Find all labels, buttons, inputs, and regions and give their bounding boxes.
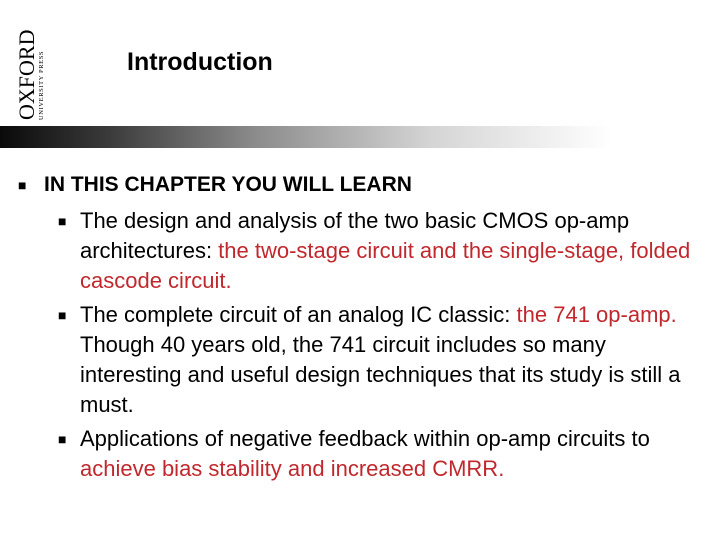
square-bullet-icon: ■	[58, 213, 67, 229]
slide-content	[18, 170, 708, 484]
bullet-heading	[18, 170, 708, 200]
item-highlight: the 741 op-amp.	[516, 302, 677, 327]
logo-subtext: UNIVERSITY PRESS	[38, 50, 45, 120]
list-item	[18, 424, 708, 484]
bullet-heading-text: IN THIS CHAPTER YOU WILL LEARN	[44, 173, 412, 196]
item-text: The complete circuit of an analog IC classic:	[80, 302, 517, 327]
square-bullet-icon: ■	[58, 431, 67, 447]
item-text: The design and analysis of the two basic CMOS op-amp architectures:	[80, 208, 630, 263]
slide-title: Introduction	[127, 48, 273, 76]
list-item	[18, 206, 708, 296]
item-highlight: achieve bias stability and increased CMRR.	[80, 456, 505, 481]
logo-wordmark: OXFORD	[14, 29, 39, 120]
header-gradient-band	[0, 126, 720, 148]
square-bullet-icon: ■	[18, 177, 27, 193]
oxford-logo	[8, 8, 46, 120]
list-item	[18, 300, 708, 420]
item-highlight: the two-stage circuit and the single-stage, folded cascode circuit.	[80, 238, 691, 293]
square-bullet-icon: ■	[58, 307, 67, 323]
item-text: Applications of negative feedback within op-amp circuits to	[80, 426, 650, 451]
item-text-continued: Though 40 years old, the 741 circuit includes so many interesting and useful design techniques that its study is still a must.	[80, 332, 681, 417]
